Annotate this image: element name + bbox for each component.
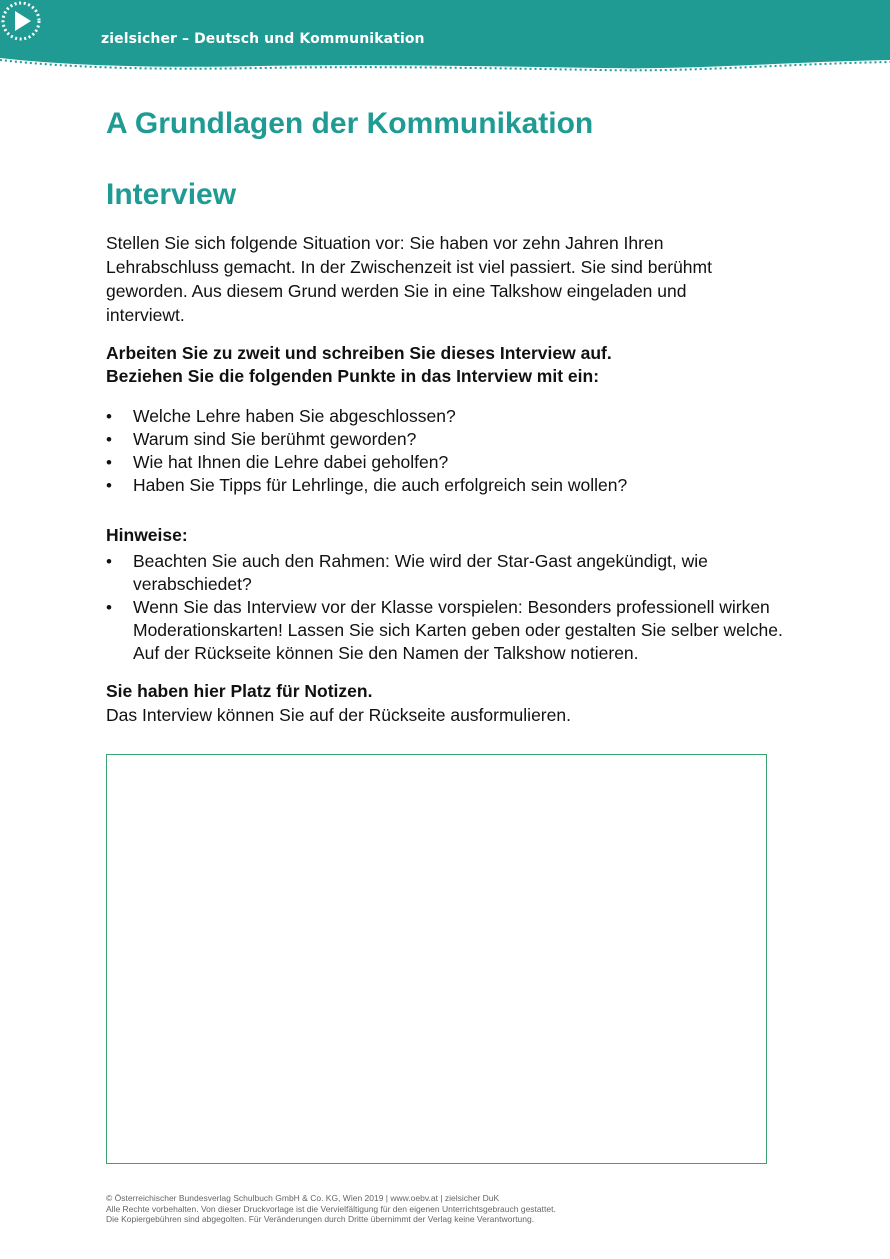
play-logo-icon (0, 0, 42, 42)
page-subheading: Interview (106, 178, 237, 211)
hints-list (106, 550, 786, 665)
hints-title: Hinweise: (106, 525, 188, 545)
footer-line: Die Kopiergebühren sind abgegolten. Für Veränderungen durch Dritte übernimmt der Verlag keine Verantwortung. (106, 1214, 535, 1224)
list-item: • Warum sind Sie berühmt geworden? (106, 428, 786, 451)
list-item: • Welche Lehre haben Sie abgeschlossen? (106, 405, 786, 428)
notes-box[interactable] (106, 754, 767, 1164)
footer-copyright (106, 1193, 806, 1225)
interview-points-list (106, 405, 786, 497)
notes-subtitle: Das Interview können Sie auf der Rückseite ausformulieren. (106, 705, 571, 725)
notes-title: Sie haben hier Platz für Notizen. (106, 681, 373, 701)
page-heading: A Grundlagen der Kommunikation (106, 107, 594, 140)
list-item: • Wenn Sie das Interview vor der Klasse vorspielen: Besonders professionell wirken Moderationskarten! Lassen Sie sich Karten geben oder gestalten Sie selber welche. Auf der Rückseite können Sie den Namen der Talkshow notieren. (106, 596, 786, 665)
footer-line: © Österreichischer Bundesverlag Schulbuch GmbH & Co. KG, Wien 2019 | www.oebv.at | zielsicher DuK (106, 1193, 500, 1203)
intro-paragraph: Stellen Sie sich folgende Situation vor: Sie haben vor zehn Jahren Ihren Lehrabschluss gemacht. In der Zwischenzeit ist viel passiert. Sie sind berühmt geworden. Aus diesem Grund werden Sie in eine Talkshow eingeladen und interviewt. (106, 233, 712, 325)
list-item: • Haben Sie Tipps für Lehrlinge, die auch erfolgreich sein wollen? (106, 474, 786, 497)
task-line: Beziehen Sie die folgenden Punkte in das Interview mit ein: (106, 366, 600, 386)
footer-line: Alle Rechte vorbehalten. Von dieser Druckvorlage ist die Vervielfältigung für den eigenen Unterrichtsgebrauch gestattet. (106, 1203, 556, 1214)
header-banner (0, 0, 890, 80)
list-item: • Wie hat Ihnen die Lehre dabei geholfen? (106, 451, 786, 474)
list-item: • Beachten Sie auch den Rahmen: Wie wird der Star-Gast angekündigt, wie verabschiedet? (106, 550, 786, 596)
task-line: Arbeiten Sie zu zweit und schreiben Sie dieses Interview auf. (106, 343, 612, 363)
task-instructions (106, 342, 766, 388)
brand-title: zielsicher – Deutsch und Kommunikation (101, 31, 425, 47)
